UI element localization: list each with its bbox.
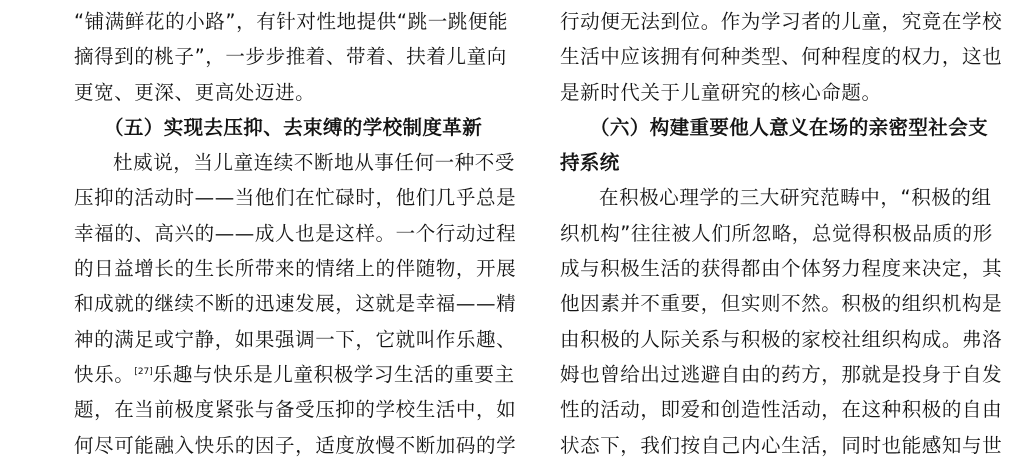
text-line: 何尽可能融入快乐的因子，适度放慢不断加码的学 bbox=[74, 433, 517, 457]
text-segment: 快乐。 bbox=[74, 362, 135, 386]
text-line: 姆也曾给出过逃避自由的药方，那就是投身于自发 bbox=[560, 362, 1003, 386]
text-line: 是新时代关于儿童研究的核心命题。 bbox=[560, 80, 882, 104]
text-line: “铺满鲜花的小路”，有针对性地提供“跳一跳便能 bbox=[74, 10, 509, 33]
text-line: 压抑的活动时——当他们在忙碌时，他们几乎总是 bbox=[74, 186, 517, 210]
text-line: 状态下，我们按自己内心生活，同时也能感知与世 bbox=[560, 433, 1003, 457]
text-line: 成与积极生活的获得都由个体努力程度来决定，其 bbox=[560, 257, 1003, 281]
text-line: 由积极的人际关系与积极的家校社组织构成。弗洛 bbox=[560, 327, 1003, 351]
section-heading-6-continued: 持系统 bbox=[560, 151, 620, 175]
text-line-with-citation bbox=[74, 357, 544, 392]
text-line: 更宽、更深、更高处迈进。 bbox=[74, 80, 316, 104]
paragraph-first-line: 在积极心理学的三大研究范畴中，“积极的组 bbox=[599, 186, 992, 210]
text-line: 和成就的继续不断的迅速发展，这就是幸福——精 bbox=[74, 292, 517, 316]
text-line: 他因素并不重要，但实则不然。积极的组织机构是 bbox=[560, 292, 1003, 316]
text-line: 性的活动，即爱和创造性活动，在这种积极的自由 bbox=[560, 398, 1003, 422]
paragraph-first-line: 杜威说，当儿童连续不断地从事任何一种不受 bbox=[113, 151, 516, 175]
right-column bbox=[560, 4, 1024, 463]
text-line: 幸福的、高兴的——成人也是这样。一个行动过程 bbox=[74, 221, 517, 245]
text-line: 的日益增长的生长所带来的情绪上的伴随物，开展 bbox=[74, 257, 517, 281]
text-line: 摘得到的桃子”，一步步推着、带着、扶着儿童向 bbox=[74, 45, 507, 69]
text-line: 生活中应该拥有何种类型、何种程度的权力，这也 bbox=[560, 45, 1003, 69]
text-line: 织机构”往往被人们所忽略，总觉得积极品质的形 bbox=[560, 221, 993, 245]
text-line: 题，在当前极度紧张与备受压抑的学校生活中，如 bbox=[74, 398, 517, 422]
citation-reference: [27] bbox=[134, 366, 153, 377]
section-heading-5: （五）实现去压抑、去束缚的学校制度革新 bbox=[104, 115, 483, 139]
text-segment: 乐趣与快乐是儿童积极学习生活的重要主 bbox=[152, 362, 515, 386]
text-line: 神的满足或宁静，如果强调一下，它就叫作乐趣、 bbox=[74, 327, 517, 351]
section-heading-6: （六）构建重要他人意义在场的亲密型社会支 bbox=[590, 115, 989, 139]
left-column bbox=[74, 4, 544, 463]
text-line: 行动便无法到位。作为学习者的儿童，究竟在学校 bbox=[560, 10, 1003, 33]
